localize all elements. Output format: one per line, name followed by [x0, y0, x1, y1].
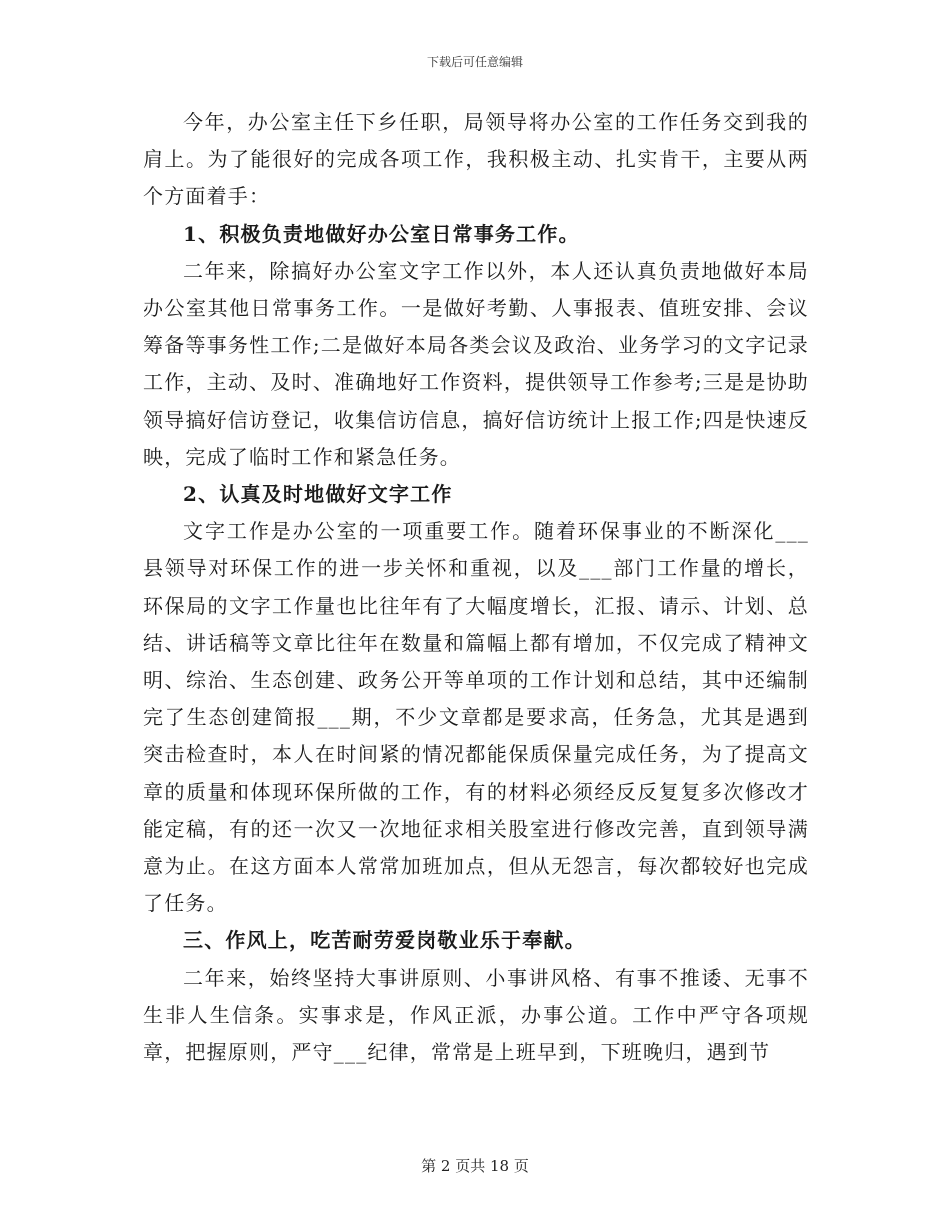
page-header: 下载后可任意编辑 — [426, 55, 523, 69]
paragraph-work-style: 二年来，始终坚持大事讲原则、小事讲风格、有事不推诿、无事不生非人生信条。实事求是，作风正派，办事公道。工作中严守各项规章，把握原则，严守___纪律，常常是上班早到，下班晚归，遇到节 — [143, 965, 809, 1065]
page-number-footer: 第 2 页共 18 页 — [421, 1157, 529, 1175]
paragraph-writing-work: 文字工作是办公室的一项重要工作。随着环保事业的不断深化___县领导对环保工作的进一步关怀和重视，以及___部门工作量的增长，环保局的文字工作量也比往年有了大幅度增长，汇报、请示、计划、总结、讲话稿等文章比往年在数量和篇幅上都有增加，不仅完成了精神文明、综治、生态创建、政务公开等单项的工作计划和总结，其中还编制完了生态创建简报___期，不少文章都是要求高，任务急，尤其是遇到突击检查时，本人在时间紧的情况都能保质保量完成任务，为了提高文章的质量和体现环保所做的工作，有的材料必须经反反复复多次修改才能定稿，有的还一次又一次地征求相关股室进行修改完善，直到领导满意为止。在这方面本人常常加班加点，但从无怨言，每次都较好也完成了任务。 — [143, 519, 809, 916]
section-heading-2: 2、认真及时地做好文字工作 — [183, 482, 453, 507]
paragraph-intro: 今年，办公室主任下乡任职，局领导将办公室的工作任务交到我的肩上。为了能很好的完成各项工作，我积极主动、扎实肯干，主要从两个方面着手： — [143, 110, 809, 209]
paragraph-daily-affairs: 二年来，除搞好办公室文字工作以外，本人还认真负责地做好本局办公室其他日常事务工作。一是做好考勤、人事报表、值班安排、会议筹备等事务性工作;二是做好本局各类会议及政治、业务学习的文字记录工作，主动、及时、准确地好工作资料，提供领导工作参考;三是是协助领导搞好信访登记，收集信访信息，搞好信访统计上报工作;四是快速反映，完成了临时工作和紧急任务。 — [143, 258, 809, 469]
section-heading-3: 三、作风上，吃苦耐劳爱岗敬业乐于奉献。 — [183, 928, 586, 953]
section-heading-1: 1、积极负责地做好办公室日常事务工作。 — [183, 221, 580, 246]
document-body — [143, 104, 809, 1071]
